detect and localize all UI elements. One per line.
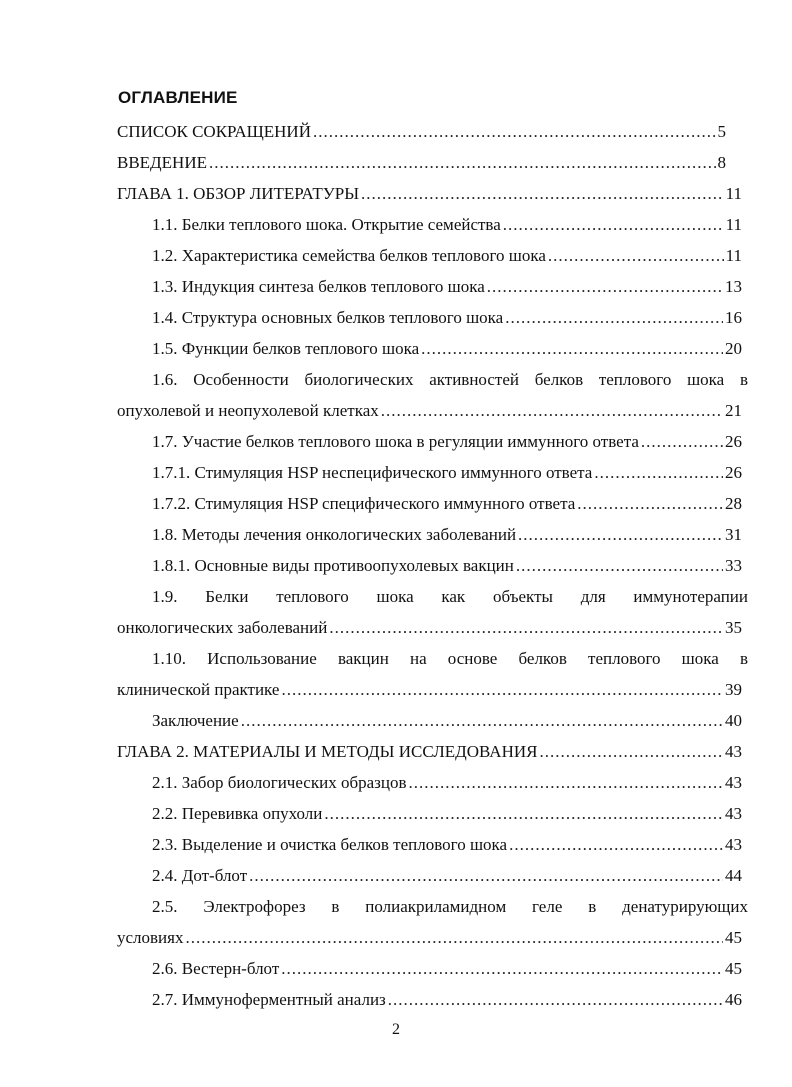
toc-leader bbox=[505, 307, 723, 329]
toc-entry bbox=[117, 121, 726, 143]
toc-entry-title: 2.6. Вестерн-блот bbox=[152, 959, 280, 978]
toc-entry bbox=[152, 493, 742, 515]
toc-entry bbox=[152, 307, 742, 329]
toc-entry-title: 2.4. Дот-блот bbox=[152, 866, 248, 885]
toc-entry bbox=[152, 276, 742, 298]
toc-leader bbox=[324, 803, 723, 825]
toc-leader bbox=[548, 245, 724, 267]
toc-page-number: 11 bbox=[725, 246, 742, 265]
toc-page-number: 39 bbox=[725, 680, 742, 699]
toc-page-number: 43 bbox=[725, 835, 742, 854]
toc-page-number: 45 bbox=[725, 959, 742, 978]
toc-entry bbox=[152, 958, 742, 980]
toc-entry bbox=[152, 989, 742, 1011]
toc-entry-title: 1.5. Функции белков теплового шока bbox=[152, 339, 420, 358]
toc-leader bbox=[577, 493, 723, 515]
toc-entry bbox=[117, 400, 742, 422]
toc-entry bbox=[152, 834, 742, 856]
toc-leader bbox=[509, 834, 723, 856]
toc-page-number: 31 bbox=[725, 525, 742, 544]
toc-entry bbox=[152, 214, 742, 236]
toc-leader bbox=[388, 989, 723, 1011]
toc-entry-line1: 2.5. Электрофорез в полиакриламидном геле в денатурирующих bbox=[152, 897, 748, 916]
toc-page-number: 11 bbox=[725, 184, 742, 203]
toc-page-number: 8 bbox=[717, 153, 726, 172]
toc-entry-title: опухолевой и неопухолевой клетках bbox=[117, 401, 379, 420]
toc-entry-title: ГЛАВА 1. ОБЗОР ЛИТЕРАТУРЫ bbox=[117, 184, 360, 203]
toc-entry-title: клинической практике bbox=[117, 680, 280, 699]
toc-leader bbox=[281, 958, 723, 980]
toc-entry-title: 2.3. Выделение и очистка белков теплового шока bbox=[152, 835, 508, 854]
toc-leader bbox=[329, 617, 723, 639]
toc-leader bbox=[539, 741, 723, 763]
toc-entry-title: СПИСОК СОКРАЩЕНИЙ bbox=[117, 122, 311, 141]
toc-entry-line1: 1.9. Белки теплового шока как объекты для иммунотерапии bbox=[152, 587, 748, 606]
toc-page-number: 26 bbox=[725, 463, 742, 482]
toc-leader bbox=[516, 555, 723, 577]
toc-page-number: 13 bbox=[725, 277, 742, 296]
toc-entry bbox=[152, 865, 742, 887]
toc-entry-title: Заключение bbox=[152, 711, 239, 730]
toc-entry bbox=[117, 927, 742, 949]
toc-entry-title: 1.3. Индукция синтеза белков теплового шока bbox=[152, 277, 485, 296]
toc-page-number: 44 bbox=[725, 866, 742, 885]
toc-page-number: 26 bbox=[725, 432, 742, 451]
toc-entry bbox=[117, 617, 742, 639]
toc-entry-title: 2.2. Перевивка опухоли bbox=[152, 804, 323, 823]
toc-entry-title: ВВЕДЕНИЕ bbox=[117, 153, 207, 172]
toc-leader bbox=[594, 462, 723, 484]
toc-page-number: 46 bbox=[725, 990, 742, 1009]
toc-entry bbox=[152, 555, 742, 577]
toc-entry bbox=[152, 338, 742, 360]
toc-leader bbox=[421, 338, 723, 360]
toc-entry bbox=[117, 741, 742, 763]
toc-page-number: 11 bbox=[725, 215, 742, 234]
toc-entry-title: ГЛАВА 2. МАТЕРИАЛЫ И МЕТОДЫ ИССЛЕДОВАНИЯ bbox=[117, 742, 538, 761]
toc-entry bbox=[117, 152, 726, 174]
toc-leader bbox=[241, 710, 723, 732]
toc-entry bbox=[117, 183, 742, 205]
toc-leader bbox=[209, 152, 716, 174]
toc-page-number: 21 bbox=[725, 401, 742, 420]
toc-entry-title: 1.7.2. Стимуляция HSP специфического иммунного ответа bbox=[152, 494, 576, 513]
toc-page-number: 43 bbox=[725, 742, 742, 761]
toc-leader bbox=[518, 524, 723, 546]
toc-entry bbox=[152, 431, 742, 453]
toc-entry-title: 1.1. Белки теплового шока. Открытие семейства bbox=[152, 215, 501, 234]
toc-entry bbox=[152, 803, 742, 825]
toc-page-number: 40 bbox=[725, 711, 742, 730]
toc-leader bbox=[487, 276, 723, 298]
toc-entry bbox=[152, 462, 742, 484]
toc-entry-title: 1.7.1. Стимуляция HSP неспецифического иммунного ответа bbox=[152, 463, 593, 482]
toc-entry-title: 1.7. Участие белков теплового шока в регуляции иммунного ответа bbox=[152, 432, 639, 451]
toc-entry-title: 1.8.1. Основные виды противоопухолевых вакцин bbox=[152, 556, 514, 575]
toc-entry-title: условиях bbox=[117, 928, 184, 947]
toc-entry-title: 1.2. Характеристика семейства белков теплового шока bbox=[152, 246, 546, 265]
page-number: 2 bbox=[392, 1021, 400, 1038]
toc-page-number: 20 bbox=[725, 339, 742, 358]
toc-leader bbox=[313, 121, 716, 143]
toc-entry-title: 1.8. Методы лечения онкологических заболеваний bbox=[152, 525, 517, 544]
toc-leader bbox=[249, 865, 723, 887]
toc-page-number: 43 bbox=[725, 804, 742, 823]
toc-leader bbox=[409, 772, 724, 794]
toc-page-number: 35 bbox=[725, 618, 742, 637]
page-heading: ОГЛАВЛЕНИЕ bbox=[118, 88, 238, 107]
toc-page-number: 45 bbox=[725, 928, 742, 947]
toc-entry bbox=[152, 245, 742, 267]
toc-entry bbox=[152, 772, 742, 794]
toc-leader bbox=[641, 431, 723, 453]
toc-entry-title: 2.7. Иммуноферментный анализ bbox=[152, 990, 386, 1009]
toc-page-number: 28 bbox=[725, 494, 742, 513]
toc-page-number: 43 bbox=[725, 773, 742, 792]
toc-page-number: 5 bbox=[717, 122, 726, 141]
toc-page-number: 33 bbox=[725, 556, 742, 575]
toc-entry bbox=[152, 524, 742, 546]
toc-entry bbox=[117, 679, 742, 701]
toc-entry-line1: 1.10. Использование вакцин на основе белков теплового шока в bbox=[152, 649, 748, 668]
toc-leader bbox=[361, 183, 724, 205]
toc-leader bbox=[185, 927, 723, 949]
toc-entry-title: 2.1. Забор биологических образцов bbox=[152, 773, 407, 792]
toc-leader bbox=[281, 679, 723, 701]
toc-page-number: 16 bbox=[725, 308, 742, 327]
toc-leader bbox=[503, 214, 724, 236]
toc-entry-line1: 1.6. Особенности биологических активностей белков теплового шока в bbox=[152, 370, 748, 389]
toc-entry bbox=[152, 710, 742, 732]
toc-entry-title: 1.4. Структура основных белков теплового шока bbox=[152, 308, 504, 327]
toc-entry-title: онкологических заболеваний bbox=[117, 618, 328, 637]
toc-leader bbox=[381, 400, 723, 422]
